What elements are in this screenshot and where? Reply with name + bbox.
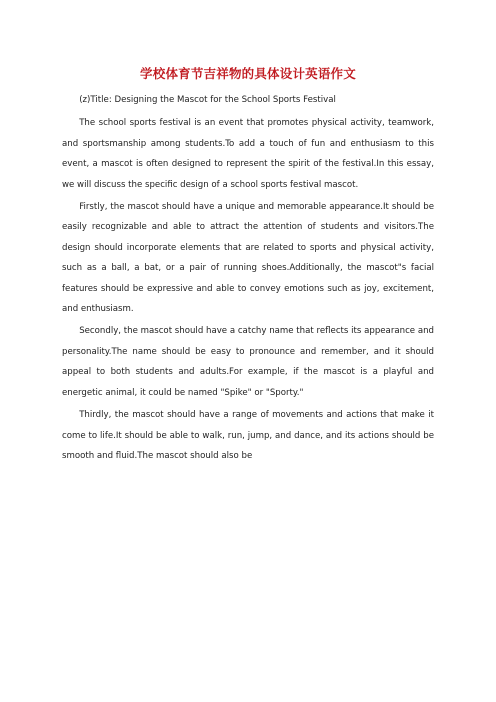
essay-subtitle: (z)Title: Designing the Mascot for the School Sports Festival xyxy=(79,95,336,105)
paragraph-3: Secondly, the mascot should have a catchy name that reflects its appearance and personality.The name should be easy to pronounce and remember, and it should appeal to both students and adults.For example, if the mascot is a playful and energetic animal, it could be named "Spike" or "Sporty." xyxy=(62,326,434,398)
document-body xyxy=(62,90,434,468)
document-title: 学校体育节吉祥物的具体设计英语作文 xyxy=(140,66,356,81)
paragraph-1: The school sports festival is an event that promotes physical activity, teamwork, and sportsmanship among students.To add a touch of fun and enthusiasm to this event, a mascot is often designed to represent the spirit of the festival.In this essay, we will discuss the specific design of a school sports festival mascot. xyxy=(62,118,434,190)
paragraph-2: Firstly, the mascot should have a unique and memorable appearance.It should be easily recognizable and able to attract the attention of students and visitors.The design should incorporate elements that are related to sports and physical activity, such as a ball, a bat, or a pair of running shoes.Additionally, the mascot"s facial features should be expressive and able to convey emotions such as joy, excitement, and enthusiasm. xyxy=(62,202,434,315)
paragraph-4: Thirdly, the mascot should have a range of movements and actions that make it come to life.It should be able to walk, run, jump, and dance, and its actions should be smooth and fluid.The mascot should also be xyxy=(62,410,434,461)
